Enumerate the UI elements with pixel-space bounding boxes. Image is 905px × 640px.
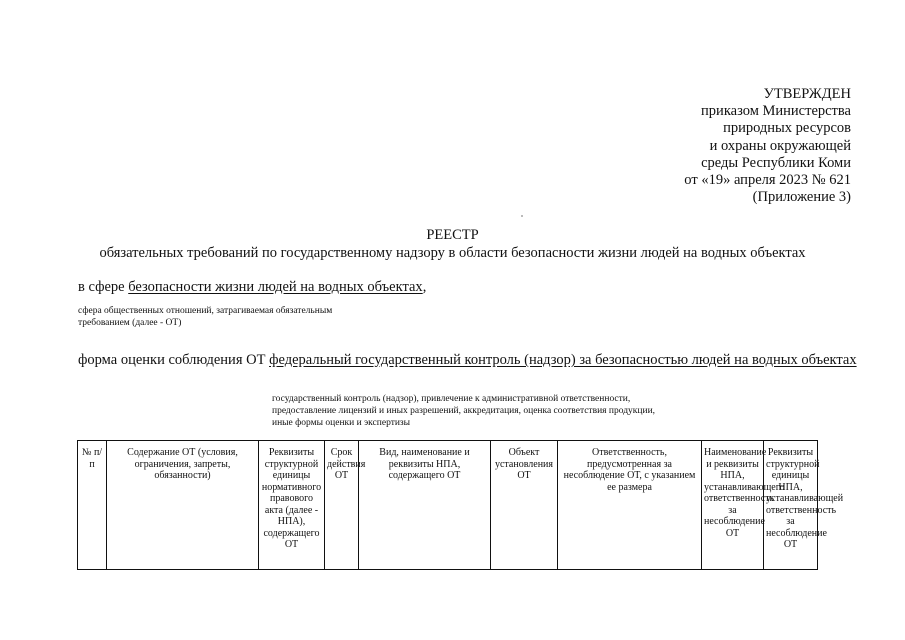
form-note-line: иные формы оценки и экспертизы: [272, 418, 411, 428]
form-value: федеральный государственный контроль (надзор) за безопасностью людей на водных объектах: [269, 352, 857, 368]
sphere-note: [78, 305, 332, 329]
col-header-npa-unit: Реквизиты структурной единицы нормативного правового акта (далее - НПА), содержащего ОТ: [259, 441, 325, 570]
approval-line: (Приложение 3): [752, 189, 851, 206]
sphere-note-line: сфера общественных отношений, затрагиваемая обязательным: [78, 306, 333, 316]
col-header-object: Объект установления ОТ: [491, 441, 558, 570]
form-note: [272, 393, 655, 429]
document-subtitle: обязательных требований по государственному надзору в области безопасности жизни людей на водных объектах: [99, 245, 806, 261]
approval-line: природных ресурсов: [723, 120, 851, 137]
sphere-prefix: в сфере: [78, 279, 129, 295]
approval-line: от «19» апреля 2023 № 621: [684, 172, 851, 189]
approval-line: среды Республики Коми: [701, 154, 851, 171]
register-table: [77, 440, 844, 570]
col-header-term: Срок действия ОТ: [325, 441, 359, 570]
form-prefix: форма оценки соблюдения ОТ: [78, 352, 270, 368]
approval-line: приказом Министерства: [701, 103, 851, 120]
document-title: РЕЕСТР: [426, 227, 479, 243]
approval-stamp: [684, 86, 851, 206]
col-header-npa-type: Вид, наименование и реквизиты НПА, содержащего ОТ: [359, 441, 491, 570]
sphere-line: [78, 279, 426, 296]
sphere-suffix: ,: [422, 279, 427, 295]
table-header-row: [78, 441, 818, 570]
approval-line: и охраны окружающей: [709, 137, 851, 154]
col-header-liability-npa: Наименование и реквизиты НПА, устанавливающего ответственность за несоблюдение ОТ: [702, 441, 764, 570]
form-note-line: предоставление лицензий и иных разрешений, аккредитация, оценка соответствия продукции,: [272, 406, 656, 416]
form-note-line: государственный контроль (надзор), привлечение к административной ответственности,: [272, 394, 631, 404]
approval-line: УТВЕРЖДЕН: [763, 86, 851, 102]
col-header-number: № п/п: [78, 441, 107, 570]
scan-speck: [521, 215, 523, 217]
col-header-liability-unit: Реквизиты структурной единицы НПА, устанавливающей ответственность за несоблюдение ОТ: [764, 441, 818, 570]
sphere-note-line: требованием (далее - ОТ): [78, 318, 182, 328]
col-header-content: Содержание ОТ (условия, ограничения, запреты, обязанности): [107, 441, 259, 570]
sphere-value: безопасности жизни людей на водных объектах: [128, 279, 423, 295]
col-header-liability: Ответственность, предусмотренная за несоблюдение ОТ, с указанием ее размера: [558, 441, 702, 570]
form-line: [78, 352, 857, 369]
